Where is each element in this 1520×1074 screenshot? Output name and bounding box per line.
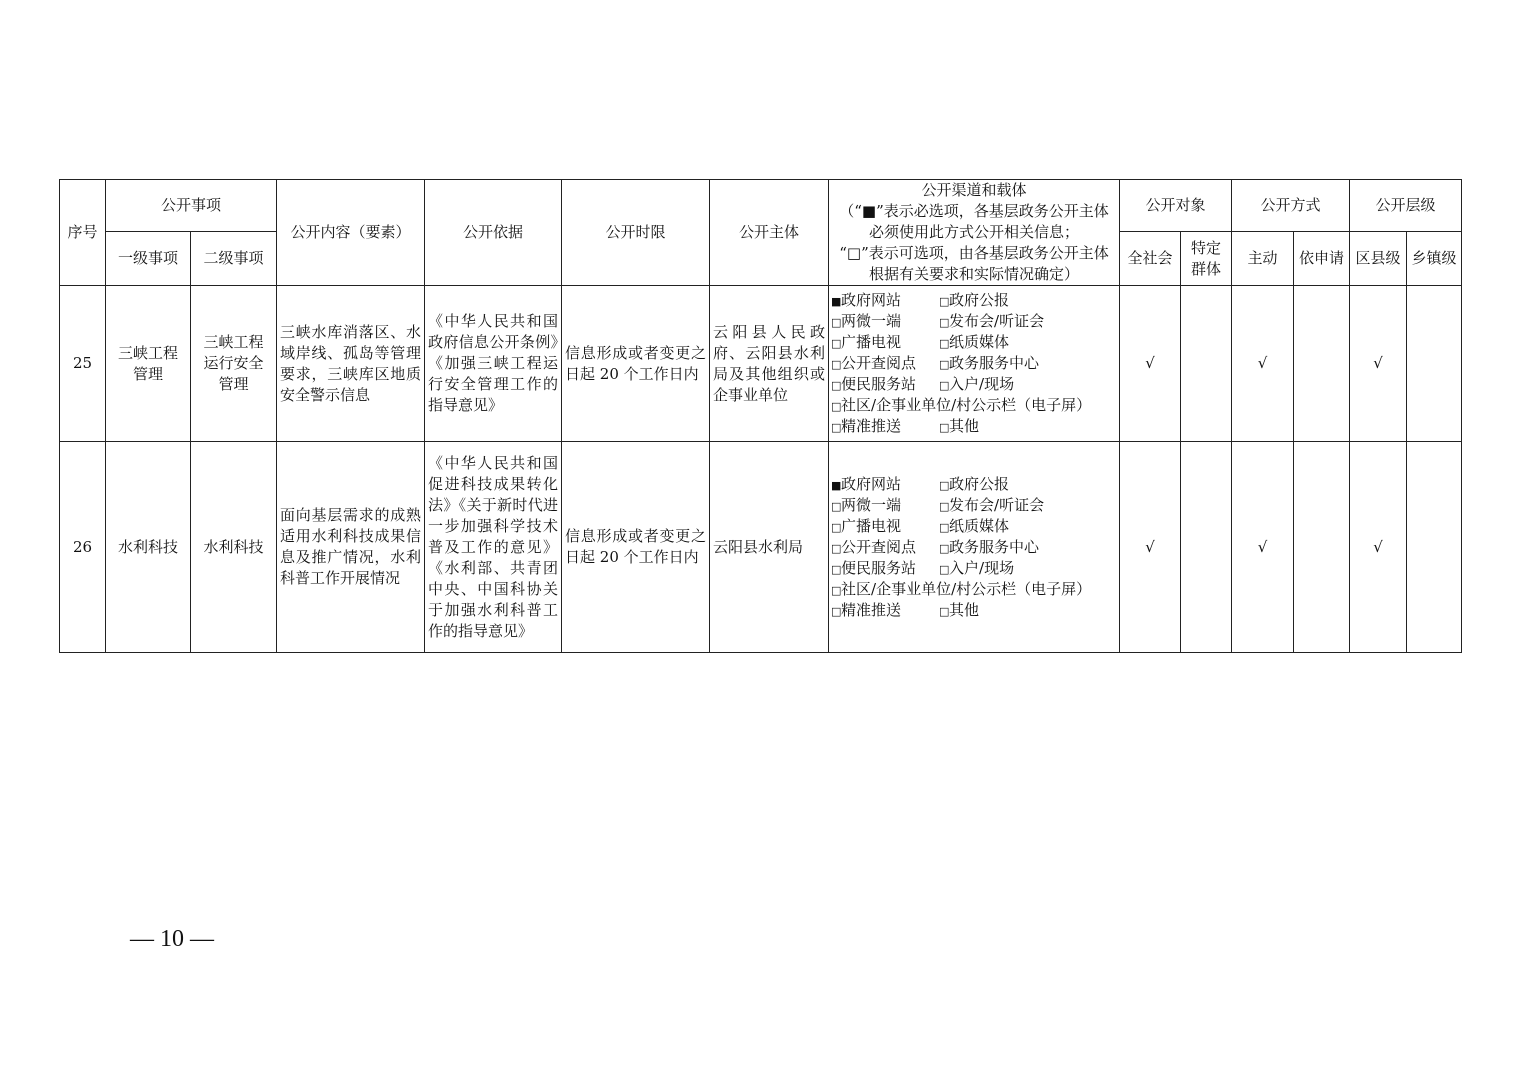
optional-mark-icon: □ bbox=[939, 604, 950, 618]
optional-mark-icon: □ bbox=[939, 562, 950, 576]
row-level-town bbox=[1407, 286, 1462, 442]
channel-label: 两微一端 bbox=[841, 495, 902, 514]
row-level2-line: 运行安全 bbox=[203, 354, 264, 372]
row-subject: 云阳县水利局 bbox=[710, 442, 829, 653]
row-level2-line: 水利科技 bbox=[203, 537, 264, 556]
optional-mark-icon: □ bbox=[831, 499, 842, 513]
header-channel-line: 根据有关要求和实际情况确定） bbox=[869, 265, 1080, 283]
channel-label: 入户/现场 bbox=[949, 375, 1015, 393]
optional-mark-icon: □ bbox=[939, 379, 950, 392]
header-target-all: 全社会 bbox=[1120, 232, 1181, 286]
channel-label: 公开查阅点 bbox=[841, 354, 917, 372]
row-level2 bbox=[191, 442, 277, 653]
header-method-apply: 依申请 bbox=[1294, 232, 1350, 286]
header-channel-line: （“■”表示必选项，各基层政务公开主体 bbox=[839, 202, 1109, 220]
optional-mark-icon: □ bbox=[831, 421, 842, 434]
optional-mark-icon: □ bbox=[831, 520, 842, 534]
channel-label: 精准推送 bbox=[841, 600, 902, 619]
optional-mark-icon: □ bbox=[831, 400, 842, 413]
optional-mark-icon: □ bbox=[831, 604, 842, 618]
header-method-active: 主动 bbox=[1232, 232, 1294, 286]
row-content: 三峡水库消落区、水域岸线、孤岛等管理要求，三峡库区地质安全警示信息 bbox=[277, 286, 425, 442]
channel-label: 社区/企事业单位/村公示栏（电子屏） bbox=[841, 579, 1092, 598]
row-target-specific bbox=[1181, 286, 1232, 442]
header-level: 公开层级 bbox=[1350, 180, 1462, 232]
channel-label: 广播电视 bbox=[841, 333, 902, 351]
channel-label: 发布会/听证会 bbox=[949, 312, 1045, 330]
header-subject: 公开主体 bbox=[710, 180, 829, 286]
channel-label: 其他 bbox=[949, 417, 980, 435]
channel-label: 便民服务站 bbox=[841, 375, 917, 393]
row-channels bbox=[829, 442, 1120, 653]
header-channel-line: 公开渠道和载体 bbox=[921, 181, 1027, 199]
optional-mark-icon: □ bbox=[939, 421, 950, 434]
header-content: 公开内容（要素） bbox=[277, 180, 425, 286]
row-method-apply bbox=[1294, 442, 1350, 653]
header-level-town: 乡镇级 bbox=[1407, 232, 1462, 286]
channel-label: 纸质媒体 bbox=[949, 516, 1010, 535]
row-channels bbox=[829, 286, 1120, 442]
header-channel-line: “□”表示可选项，由各基层政务公开主体 bbox=[839, 244, 1109, 262]
optional-mark-icon: □ bbox=[831, 379, 842, 392]
channel-label: 政府公报 bbox=[949, 291, 1010, 309]
channel-label: 入户/现场 bbox=[949, 558, 1015, 577]
row-content: 面向基层需求的成熟适用水利科技成果信息及推广情况，水利科普工作开展情况 bbox=[277, 442, 425, 653]
row-seq: 26 bbox=[60, 442, 106, 653]
check-mark: √ bbox=[1350, 442, 1407, 653]
optional-mark-icon: □ bbox=[939, 295, 950, 308]
optional-mark-icon: □ bbox=[939, 520, 950, 534]
row-level1 bbox=[106, 442, 191, 653]
header-time-limit: 公开时限 bbox=[562, 180, 710, 286]
channel-label: 政府公报 bbox=[949, 474, 1010, 493]
header-level1: 一级事项 bbox=[106, 232, 191, 286]
check-mark: √ bbox=[1120, 286, 1181, 442]
channel-label: 政府网站 bbox=[841, 474, 902, 493]
header-method: 公开方式 bbox=[1232, 180, 1350, 232]
channel-label: 广播电视 bbox=[841, 516, 902, 535]
optional-mark-icon: □ bbox=[831, 541, 842, 555]
row-level2-line: 三峡工程 bbox=[203, 333, 264, 351]
header-channel-line: 必须使用此方式公开相关信息； bbox=[869, 223, 1080, 241]
channel-label: 两微一端 bbox=[841, 312, 902, 330]
channel-label: 公开查阅点 bbox=[841, 537, 917, 556]
header-target: 公开对象 bbox=[1120, 180, 1232, 232]
channel-label: 精准推送 bbox=[841, 417, 902, 435]
header-target-specific-line: 特定 bbox=[1191, 238, 1222, 257]
optional-mark-icon: □ bbox=[939, 358, 950, 371]
header-seq: 序号 bbox=[60, 180, 106, 286]
row-time-limit: 信息形成或者变更之日起 20 个工作日内 bbox=[562, 442, 710, 653]
required-mark-icon: ■ bbox=[831, 478, 842, 492]
header-channel bbox=[829, 180, 1120, 286]
row-level-town bbox=[1407, 442, 1462, 653]
optional-mark-icon: □ bbox=[939, 337, 950, 350]
channel-label: 政务服务中心 bbox=[949, 354, 1040, 372]
header-target-specific bbox=[1181, 232, 1232, 286]
row-method-apply bbox=[1294, 286, 1350, 442]
channel-label: 发布会/听证会 bbox=[949, 495, 1045, 514]
page-number: — 10 — bbox=[130, 926, 214, 952]
row-subject: 云阳县人民政府、云阳县水利局及其他组织或企事业单位 bbox=[710, 286, 829, 442]
optional-mark-icon: □ bbox=[831, 337, 842, 350]
header-basis: 公开依据 bbox=[425, 180, 562, 286]
header-target-specific-line: 群体 bbox=[1191, 259, 1222, 278]
row-level1 bbox=[106, 286, 191, 442]
header-level-county: 区县级 bbox=[1350, 232, 1407, 286]
row-level1-line: 水利科技 bbox=[117, 537, 178, 556]
channel-label: 社区/企事业单位/村公示栏（电子屏） bbox=[841, 396, 1092, 414]
channel-label: 其他 bbox=[949, 600, 980, 619]
check-mark: √ bbox=[1120, 442, 1181, 653]
check-mark: √ bbox=[1232, 442, 1294, 653]
row-seq: 25 bbox=[60, 286, 106, 442]
channel-label: 纸质媒体 bbox=[949, 333, 1010, 351]
optional-mark-icon: □ bbox=[939, 541, 950, 555]
check-mark: √ bbox=[1350, 286, 1407, 442]
row-basis: 《中华人民共和国促进科技成果转化法》《关于新时代进一步加强科学技术普及工作的意见》《水利部、共青团中央、中国科协关于加强水利科普工作的指导意见》 bbox=[425, 442, 562, 653]
channel-label: 政务服务中心 bbox=[949, 537, 1040, 556]
table-row bbox=[60, 286, 1462, 442]
row-time-limit: 信息形成或者变更之日起 20 个工作日内 bbox=[562, 286, 710, 442]
row-basis: 《中华人民共和国政府信息公开条例》《加强三峡工程运行安全管理工作的指导意见》 bbox=[425, 286, 562, 442]
row-level2-line: 管理 bbox=[218, 375, 249, 393]
channel-label: 便民服务站 bbox=[841, 558, 917, 577]
header-level2: 二级事项 bbox=[191, 232, 277, 286]
optional-mark-icon: □ bbox=[831, 316, 842, 329]
check-mark: √ bbox=[1232, 286, 1294, 442]
optional-mark-icon: □ bbox=[831, 358, 842, 371]
optional-mark-icon: □ bbox=[831, 562, 842, 576]
required-mark-icon: ■ bbox=[831, 295, 842, 308]
optional-mark-icon: □ bbox=[939, 316, 950, 329]
row-level1-line: 管理 bbox=[132, 364, 163, 383]
optional-mark-icon: □ bbox=[939, 478, 950, 492]
row-level2 bbox=[191, 286, 277, 442]
disclosure-table bbox=[59, 179, 1462, 653]
optional-mark-icon: □ bbox=[939, 499, 950, 513]
table-row bbox=[60, 442, 1462, 653]
optional-mark-icon: □ bbox=[831, 583, 842, 597]
channel-label: 政府网站 bbox=[841, 291, 902, 309]
header-item-group: 公开事项 bbox=[106, 180, 277, 232]
row-target-specific bbox=[1181, 442, 1232, 653]
row-level1-line: 三峡工程 bbox=[117, 343, 178, 362]
